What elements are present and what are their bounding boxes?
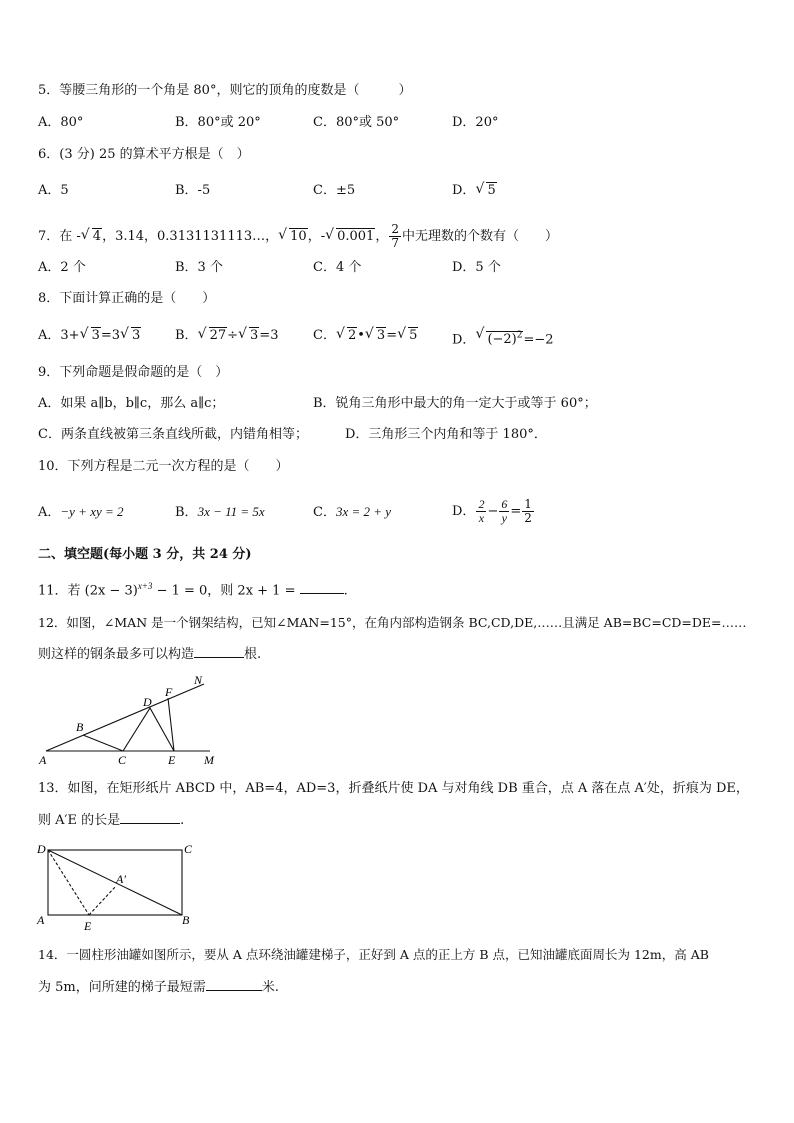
q9-option-a: A．如果 a∥b，b∥c，那么 a∥c； [38,396,225,411]
q12-line2-end: 根. [244,647,262,662]
q9-option-d: D．三角形三个内角和等于 180°． [345,427,547,442]
q8-a-radical-2 [120,327,141,345]
q10-option-d [452,494,535,530]
q10-b-prefix: B． [175,505,198,520]
q8-b-radical-1 [198,327,228,345]
q11-part1: 11．若 (2x − 3) [38,583,138,599]
q7-part4: ， [375,229,389,244]
q8-b-radicand-1: 27 [209,328,227,343]
q8-c-radicand-1: 2 [347,328,357,343]
q5-option-c: C．80°或 50° [313,115,400,130]
q10-d-frac-3-num: 1 [524,497,532,511]
q12-line1: 12．如图，∠MAN 是一个钢架结构，已知∠MAN=15°，在角内部构造钢条 BC,CD,DE,……且满足 AB=BC=CD=DE=…… [38,615,747,630]
q11-answer-blank[interactable] [300,581,344,594]
q12-figure [36,672,226,770]
label-c: C [184,842,193,856]
q8-b-radical-2 [238,327,259,345]
q7-option-c: C．4 个 [313,260,362,275]
q7-fraction [389,223,401,250]
q8-d-prefix: D． [452,332,476,348]
q7-radicand-1: 4 [92,229,102,244]
q13-line1: 13．如图，在矩形纸片 ABCD 中，AB=4，AD=3，折叠纸片使 DA 与对角线 DB 重合，点 A 落在点 A′处，折痕为 DE， [38,781,749,796]
q5-option-d: D．20° [452,115,499,130]
q10-option-c [313,503,391,522]
label-a-prime: A′ [116,872,126,886]
label-e: E [168,753,176,767]
q10-d-frac-2 [499,498,509,525]
q7-part5: 中无理数的个数有（ ） [401,229,558,244]
q7-radicand-2: 10 [290,229,307,244]
q7-stem [38,223,558,250]
q12-answer-blank[interactable] [194,645,244,658]
q7-radical-2 [278,228,308,246]
q6-stem: 6．(3 分) 25 的算术平方根是（ ） [38,147,250,162]
q8-c-radical-1 [336,327,357,345]
q10-b-equation: 3x − 11 = 5x [197,504,265,519]
segment-ea1 [89,886,116,915]
q14-line2 [38,978,279,997]
q6-option-b: B．-5 [175,183,211,198]
q7-radical-1 [81,228,102,246]
q8-c-radicand-2: 3 [376,328,386,343]
label-a: A [39,753,47,767]
q14-line2-end: 米. [261,980,279,995]
q8-d-eq: =−2 [523,332,554,348]
q6-option-c: C．±5 [313,183,356,198]
label-n: N [194,673,203,687]
q8-a-prefix: A． [38,328,61,343]
label-d: D [143,695,152,709]
q10-option-a [38,503,124,522]
q11-exponent: x+3 [137,581,153,591]
q8-option-d [452,327,554,349]
q6-option-a: A．5 [38,183,69,198]
q10-option-b [175,503,265,522]
q7-option-b: B．3 个 [175,260,223,275]
q8-b-op: ÷ [227,328,239,343]
section-2-heading: 二、填空题(每小题 3 分，共 24 分) [38,547,252,562]
q13-line2 [38,811,184,830]
q14-line1: 14．一圆柱形油罐如图所示，要从 A 点环绕油罐建梯子，正好到 A 点的正上方 B 点，已知油罐底面周长为 12m，高 AB [38,947,709,962]
q12-line2 [38,645,261,664]
q9-stem: 9．下列命题是假命题的是（ ） [38,365,229,380]
q8-a-radicand-2: 3 [132,328,141,343]
q11-part2: − 1 = 0，则 2x + 1 = [152,583,300,599]
q5-option-a: A．80° [38,115,84,130]
q8-c-radical-3 [397,327,418,345]
q8-b-prefix: B． [175,328,198,343]
q8-c-op: • [357,328,365,343]
q13-answer-blank[interactable] [120,811,180,824]
q10-stem: 10．下列方程是二元一次方程的是（ ） [38,459,289,474]
label-d: D [37,842,46,856]
q10-c-equation: 3x = 2 + y [335,504,392,519]
steel-bars [83,698,174,751]
q8-option-a [38,327,141,345]
q8-a-radicand: 3 [91,328,100,343]
q6-d-radical [475,182,496,200]
q6-d-radicand: 5 [487,183,496,198]
q10-a-prefix: A． [38,505,61,520]
q7-option-d: D．5 个 [452,260,501,275]
q8-c-eq: = [386,328,398,343]
q9-option-b: B．锐角三角形中最大的角一定大于或等于 60°； [313,396,597,411]
q11-stem [38,577,348,600]
label-c: C [118,753,127,767]
q7-option-a: A．2 个 [38,260,86,275]
q7-part2: ，3.14，0.3131131113…， [102,229,279,244]
q11-part3: . [343,583,348,599]
q7-fraction-den: 7 [391,236,399,250]
q8-option-b [175,327,278,345]
q8-option-c [313,327,418,345]
q5-option-b: B．80°或 20° [175,115,261,130]
q10-d-minus: − [487,504,499,519]
q7-fraction-num: 2 [391,222,399,236]
q8-stem: 8．下面计算正确的是（ ） [38,291,216,306]
q7-part1: 7．在 - [38,229,81,244]
q6-d-prefix: D． [452,183,476,198]
q10-d-frac-3 [522,498,534,525]
q10-d-frac-1-den: x [478,511,485,525]
q10-a-equation: −y + xy = 2 [60,504,124,519]
q10-d-prefix: D． [452,504,476,519]
q14-answer-blank[interactable] [206,978,262,991]
q8-c-prefix: C． [313,328,336,343]
label-a: A [37,913,45,927]
q8-a-radical [80,327,101,345]
label-f: F [165,685,173,699]
q10-d-frac-1-num: 2 [478,497,485,511]
q7-radicand-3: 0.001 [337,229,375,244]
q8-c-radical-2 [365,327,386,345]
label-b: B [76,720,84,734]
q14-line2-text: 为 5m，问所建的梯子最短需 [38,980,206,995]
diagonal-db [48,850,182,915]
q13-figure [34,838,204,932]
q8-d-radical [475,327,523,349]
q13-line2-end: . [180,813,185,828]
q5-stem: 5．等腰三角形的一个角是 80°，则它的顶角的度数是（ ） [38,83,412,98]
label-b: B [182,913,190,927]
q6-option-d [452,182,497,200]
ray-an [46,684,204,751]
q10-d-frac-3-den: 2 [524,511,532,525]
q8-a-eq: =3 [100,328,121,343]
q10-d-eq: = [510,504,522,519]
q12-line2-text: 则这样的钢条最多可以构造 [38,647,195,662]
q10-c-prefix: C． [313,505,336,520]
q7-part3: ，- [307,229,326,244]
q8-c-radicand-3: 5 [409,328,418,343]
label-m: M [204,753,214,767]
q8-d-exponent: 2 [516,331,523,341]
q8-a-term: 3+ [60,328,80,343]
q8-b-radicand-2: 3 [250,328,259,343]
q8-b-eq: =3 [259,328,279,343]
label-e: E [84,919,92,932]
q10-d-frac-1 [476,498,486,525]
q8-d-radicand: (−2) [487,332,517,348]
q7-radical-3 [325,228,375,246]
q10-d-frac-2-num: 6 [501,497,508,511]
q10-d-frac-2-den: y [501,511,507,525]
q13-line2-text: 则 A′E 的长是 [38,813,121,828]
q9-option-c: C．两条直线被第三条直线所截，内错角相等； [38,427,308,442]
